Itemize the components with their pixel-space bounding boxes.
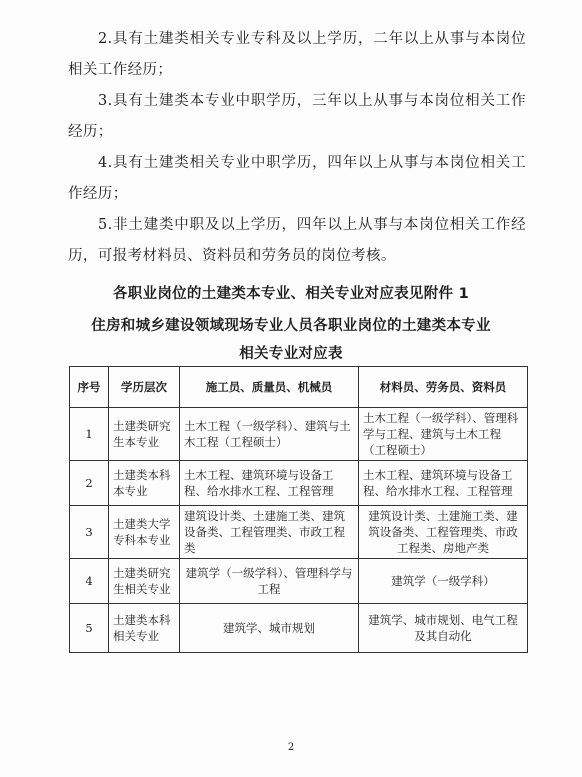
- header-education-level: 学历层次: [109, 367, 180, 408]
- cell-seq: 3: [70, 506, 109, 559]
- cell-material-majors: 土木工程、建筑环境与设备工程、给水排水工程、工程管理: [359, 461, 528, 506]
- cell-seq: 2: [70, 461, 109, 506]
- table-row: [70, 461, 528, 506]
- paragraph-3: 3.具有土建类本专业中职学历，三年以上从事与本岗位相关工作经历；: [68, 93, 526, 140]
- cell-level: 土建类本科相关专业: [109, 604, 180, 653]
- cell-level: 土建类大学专科本专业: [109, 506, 180, 559]
- paragraph-5: 5.非土建类中职及以上学历，四年以上从事与本岗位相关工作经历，可报考材料员、资料员和劳务员的岗位考核。: [68, 217, 526, 264]
- cell-material-majors: 建筑设计类、土建施工类、建筑设备类、工程管理类、市政工程类、房地产类: [359, 506, 528, 559]
- table-title-line1: 住房和城乡建设领域现场专业人员各职业岗位的土建类本专业: [91, 318, 491, 334]
- cell-level: 土建类研究生相关专业: [109, 559, 180, 604]
- cell-construction-majors: 建筑设计类、土建施工类、建筑设备类、工程管理类、市政工程类: [180, 506, 359, 559]
- cell-construction-majors: 土木工程、建筑环境与设备工程、给水排水工程、工程管理: [180, 461, 359, 506]
- cell-seq: 5: [70, 604, 109, 653]
- table-row: [70, 559, 528, 604]
- cell-construction-majors: 土木工程（一级学科）、建筑与土木工程（工程硕士）: [180, 408, 359, 461]
- cell-seq: 1: [70, 408, 109, 461]
- header-material-roles: 材料员、劳务员、资料员: [359, 367, 528, 408]
- page-number: 2: [287, 742, 295, 753]
- cell-material-majors: 土木工程（一级学科）、管理科学与工程、建筑与土木工程（工程硕士）: [359, 408, 528, 461]
- cell-construction-majors: 建筑学（一级学科）、管理科学与工程: [180, 559, 359, 604]
- cell-level: 土建类本科本专业: [109, 461, 180, 506]
- table-title-line2: 相关专业对应表: [239, 346, 343, 362]
- cell-material-majors: 建筑学、城市规划、电气工程及其自动化: [359, 604, 528, 653]
- major-correspondence-table: [69, 366, 528, 653]
- header-seq: 序号: [70, 367, 109, 408]
- cell-material-majors: 建筑学（一级学科）: [359, 559, 528, 604]
- cell-level: 土建类研究生本专业: [109, 408, 180, 461]
- cell-construction-majors: 建筑学、城市规划: [180, 604, 359, 653]
- cell-seq: 4: [70, 559, 109, 604]
- table-row: [70, 604, 528, 653]
- table-header-row: [70, 367, 528, 408]
- paragraph-4: 4.具有土建类相关专业中职学历，四年以上从事与本岗位相关工作经历；: [68, 155, 526, 202]
- table-row: [70, 506, 528, 559]
- header-construction-roles: 施工员、质量员、机械员: [180, 367, 359, 408]
- paragraph-2: 2.具有土建类相关专业专科及以上学历，二年以上从事与本岗位相关工作经历；: [68, 31, 526, 78]
- annex-reference-heading: 各职业岗位的土建类本专业、相关专业对应表见附件 1: [112, 286, 470, 302]
- table-row: [70, 408, 528, 461]
